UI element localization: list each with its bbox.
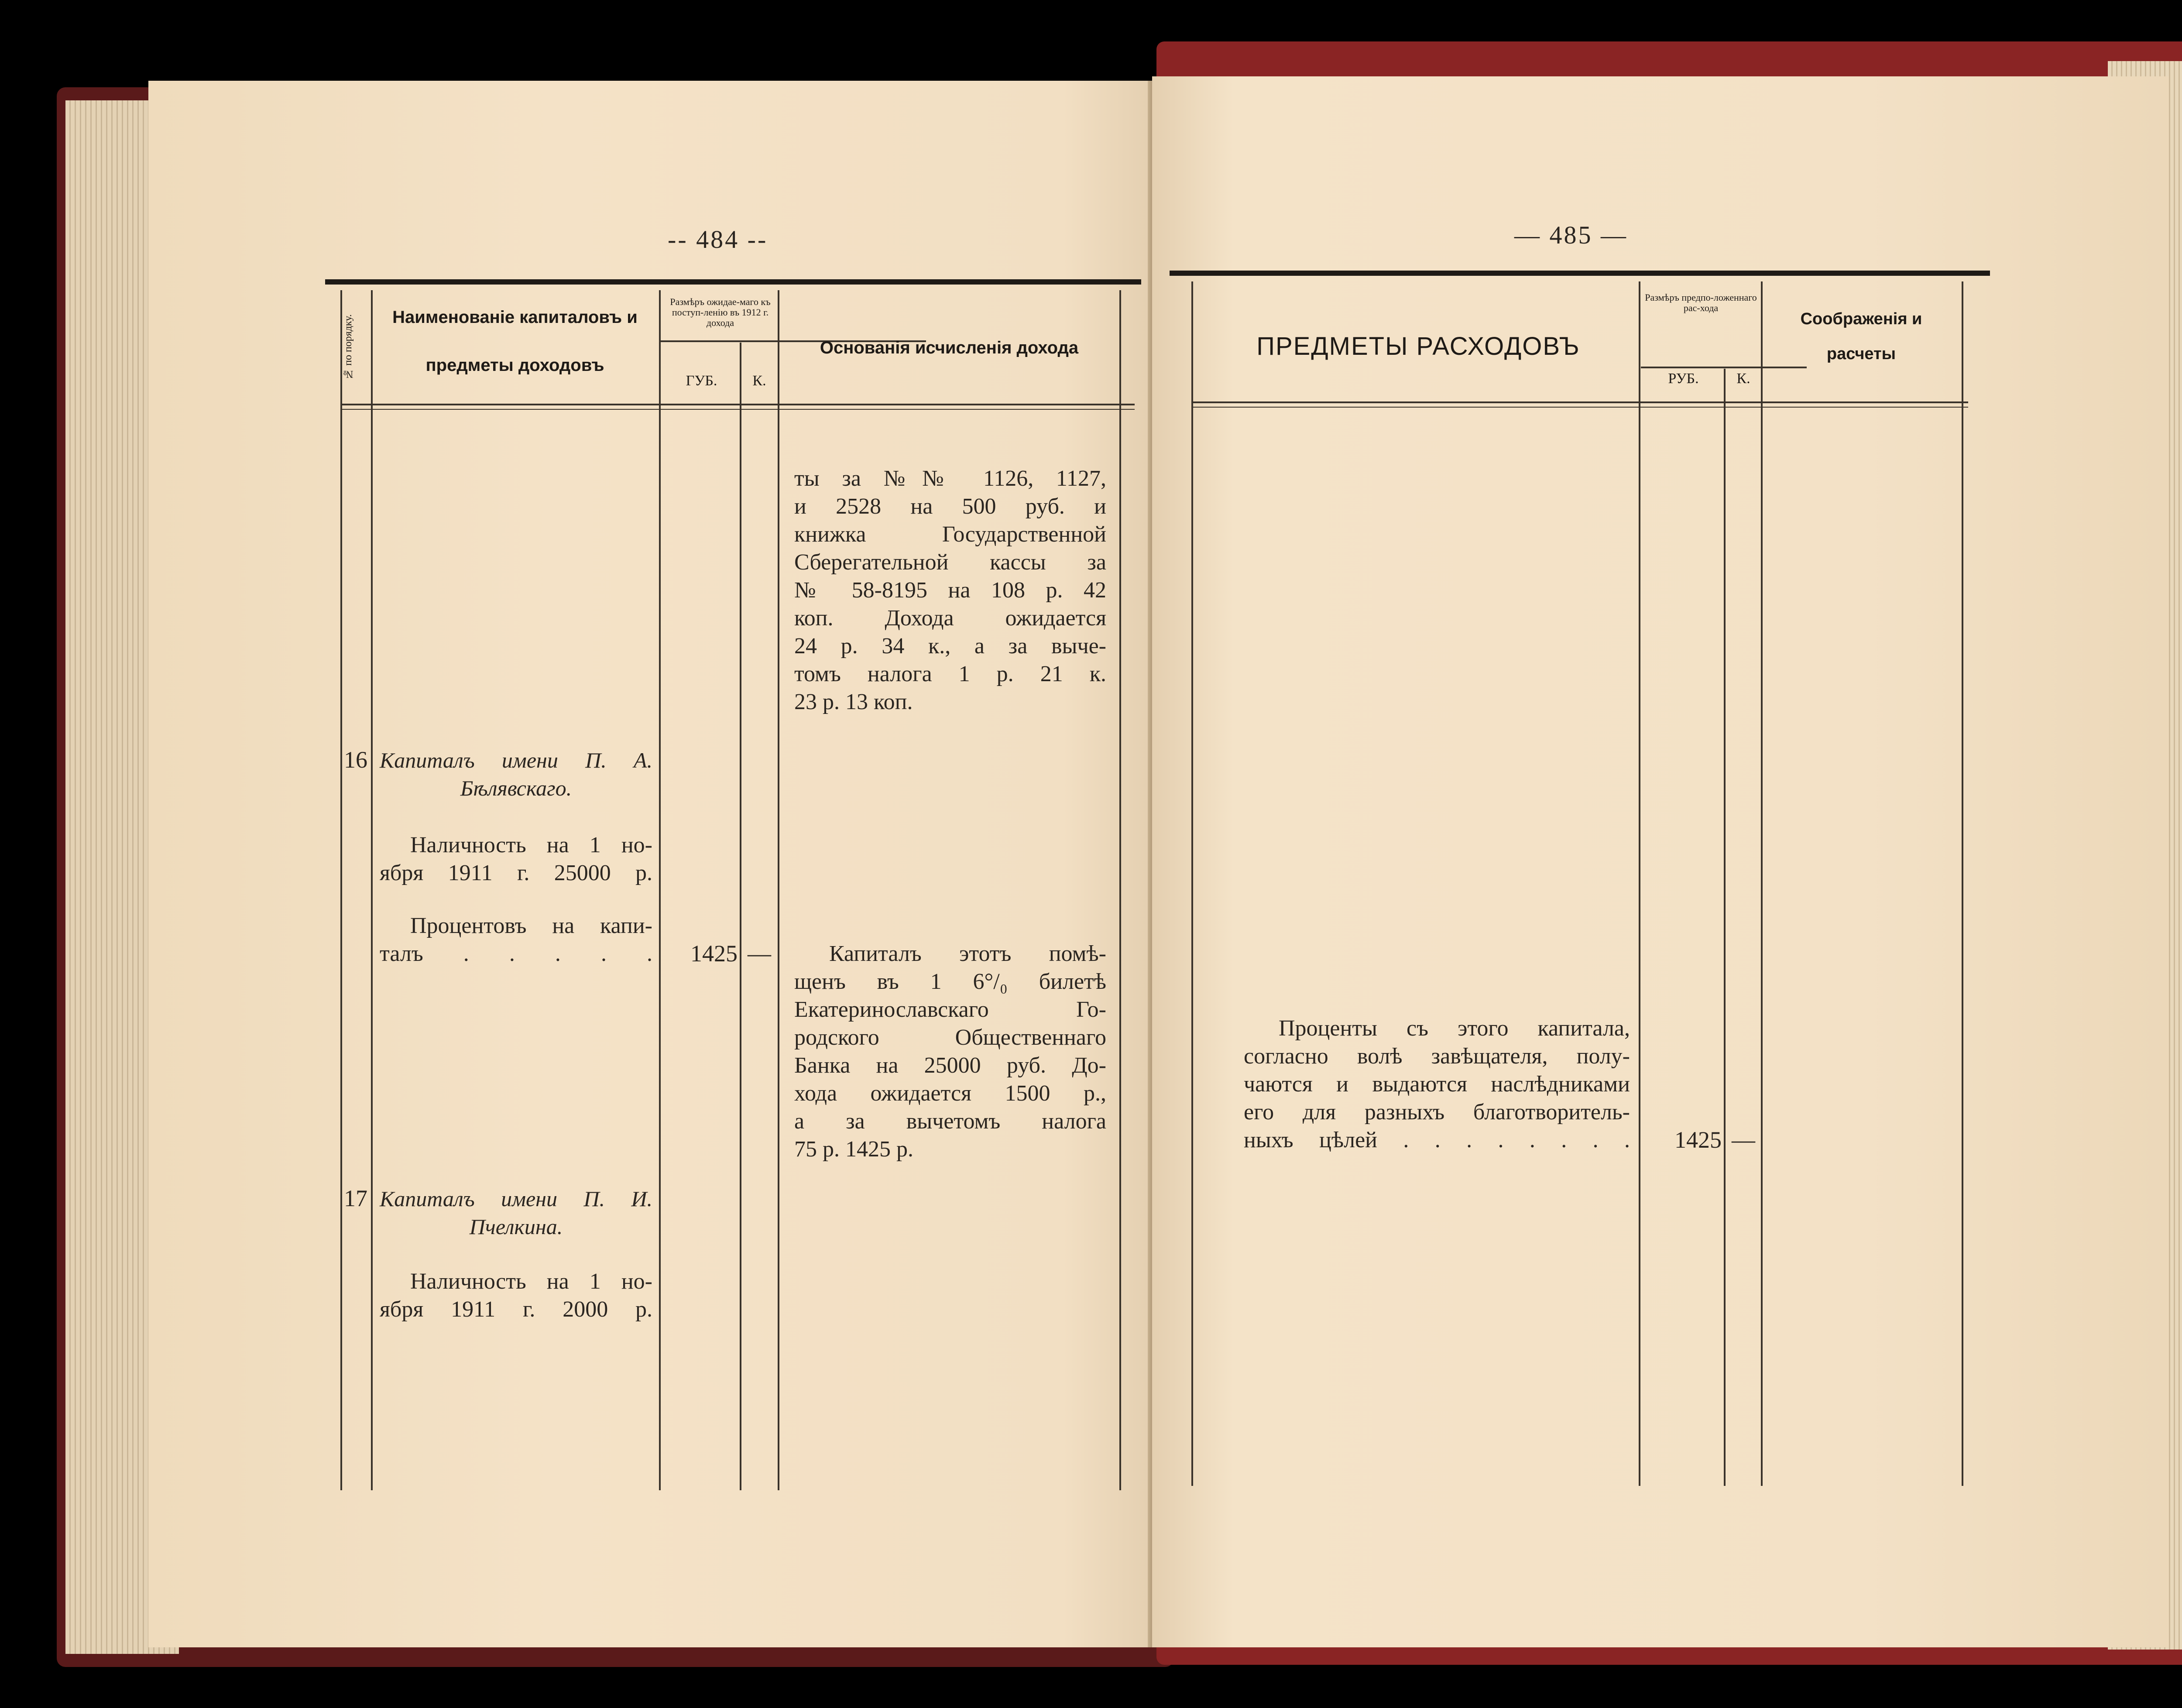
header-size: Размѣръ предпо-ложеннаго рас-хода — [1645, 292, 1757, 313]
col-rule — [1761, 281, 1763, 1486]
entry-16-title-1: Капиталъ имени П. А. — [380, 748, 652, 772]
page-number: -- 484 -- — [668, 225, 768, 254]
entry-17-cash-1: Наличность на 1 но- — [410, 1269, 652, 1294]
text-line: ты за №№ 1126, 1127, — [794, 466, 1106, 491]
header-name-1: Наименованіе капиталовъ и — [392, 308, 638, 327]
header-notes-1: Соображенія и — [1800, 310, 1922, 328]
table-top-rule — [1170, 271, 1990, 276]
text-line: Екатеринославскаго Го- — [794, 997, 1106, 1022]
entry-16-amount-kop: — — [748, 940, 771, 967]
text-line: 75 р. 1425 р. — [794, 1137, 913, 1162]
header-items: ПРЕДМЕТЫ РАСХОДОВЪ — [1256, 332, 1580, 360]
entry-number-16: 16 — [344, 747, 367, 773]
col-rule — [371, 290, 373, 1490]
header-size: Размѣръ ожидае-маго къ поступ-ленію въ 1912 г. дохода — [670, 296, 771, 328]
entry-number-17: 17 — [344, 1185, 367, 1211]
header-number: № по порядку. — [343, 314, 354, 380]
header-basis: Основанія исчисленія дохода — [820, 338, 1079, 357]
text-line: 24 р. 34 к., а за выче- — [794, 634, 1106, 659]
header-rub: ГУБ. — [686, 373, 717, 389]
header-bottom-rule — [340, 404, 1135, 405]
entry-17-cash-2: ября 1911 г. 2000 р. — [380, 1297, 652, 1322]
entry-16-interest-1: Процентовъ на капи- — [410, 913, 652, 938]
col-rule — [1191, 281, 1193, 1486]
expense-amount-kop: — — [1732, 1127, 1755, 1153]
header-kop: К. — [1736, 370, 1750, 387]
col-rule — [1119, 290, 1121, 1490]
text-line: Проценты съ этого капитала, — [1279, 1016, 1630, 1041]
entry-16-cash-2: ября 1911 г. 25000 р. — [380, 861, 652, 885]
header-name-2: предметы доходовъ — [425, 356, 604, 375]
left-page — [148, 81, 1165, 1647]
col-rule — [778, 290, 779, 1490]
entry-16-interest-2: талъ . . . . . — [380, 941, 652, 966]
text-line: родского Общественнаго — [794, 1025, 1106, 1050]
col-rule — [340, 290, 342, 1490]
header-kop: К. — [752, 373, 766, 389]
col-rule — [1724, 369, 1726, 1486]
entry-17-title-2: Пчелкина. — [469, 1214, 563, 1239]
text-line: томъ налога 1 р. 21 к. — [794, 662, 1106, 686]
header-bottom-rule-2 — [340, 409, 1135, 410]
header-bottom-rule-2 — [1191, 407, 1968, 408]
entry-16-title-2: Бѣлявскаго. — [460, 776, 572, 800]
text-line: 23 р. 13 коп. — [794, 689, 913, 714]
subheader-rule — [1641, 367, 1807, 368]
right-page — [1152, 76, 2169, 1647]
text-line: согласно волѣ завѣщателя, полу- — [1244, 1044, 1630, 1069]
col-rule — [1639, 281, 1640, 1486]
header-bottom-rule — [1191, 401, 1968, 403]
header-notes-2: расчеты — [1826, 345, 1896, 363]
text-line: коп. Дохода ожидается — [794, 606, 1106, 631]
entry-17-title-1: Капиталъ имени П. И. — [380, 1187, 652, 1211]
text-line: чаются и выдаются наслѣдниками — [1244, 1072, 1630, 1097]
text-line: № 58-8195 на 108 р. 42 — [794, 578, 1106, 603]
text-line: Сберегательной кассы за — [794, 550, 1106, 575]
text-line: Банка на 25000 руб. До- — [794, 1053, 1106, 1078]
header-rub: РУБ. — [1668, 370, 1699, 387]
text-line: хода ожидается 1500 р., — [794, 1081, 1106, 1106]
col-rule — [740, 343, 741, 1490]
text-line: ныхъ цѣлей . . . . . . . . — [1244, 1128, 1630, 1152]
table-top-rule — [325, 279, 1141, 285]
expense-amount-rub: 1425 — [1674, 1127, 1722, 1153]
text-line: его для разныхъ благотворитель- — [1244, 1100, 1630, 1125]
page-number: — 485 — — [1514, 221, 1628, 249]
col-rule — [659, 290, 661, 1490]
entry-16-amount-rub: 1425 — [690, 940, 738, 967]
entry-16-cash-1: Наличность на 1 но- — [410, 833, 652, 857]
text-line: и 2528 на 500 руб. и — [794, 494, 1106, 519]
text-line: а за вычетомъ налога — [794, 1109, 1106, 1134]
col-rule — [1962, 281, 1963, 1486]
text-line: Капиталъ этотъ помѣ- — [829, 941, 1106, 966]
text-line: щенъ въ 1 6°/₀ билетѣ — [794, 969, 1106, 994]
text-line: книжка Государственной — [794, 522, 1106, 547]
